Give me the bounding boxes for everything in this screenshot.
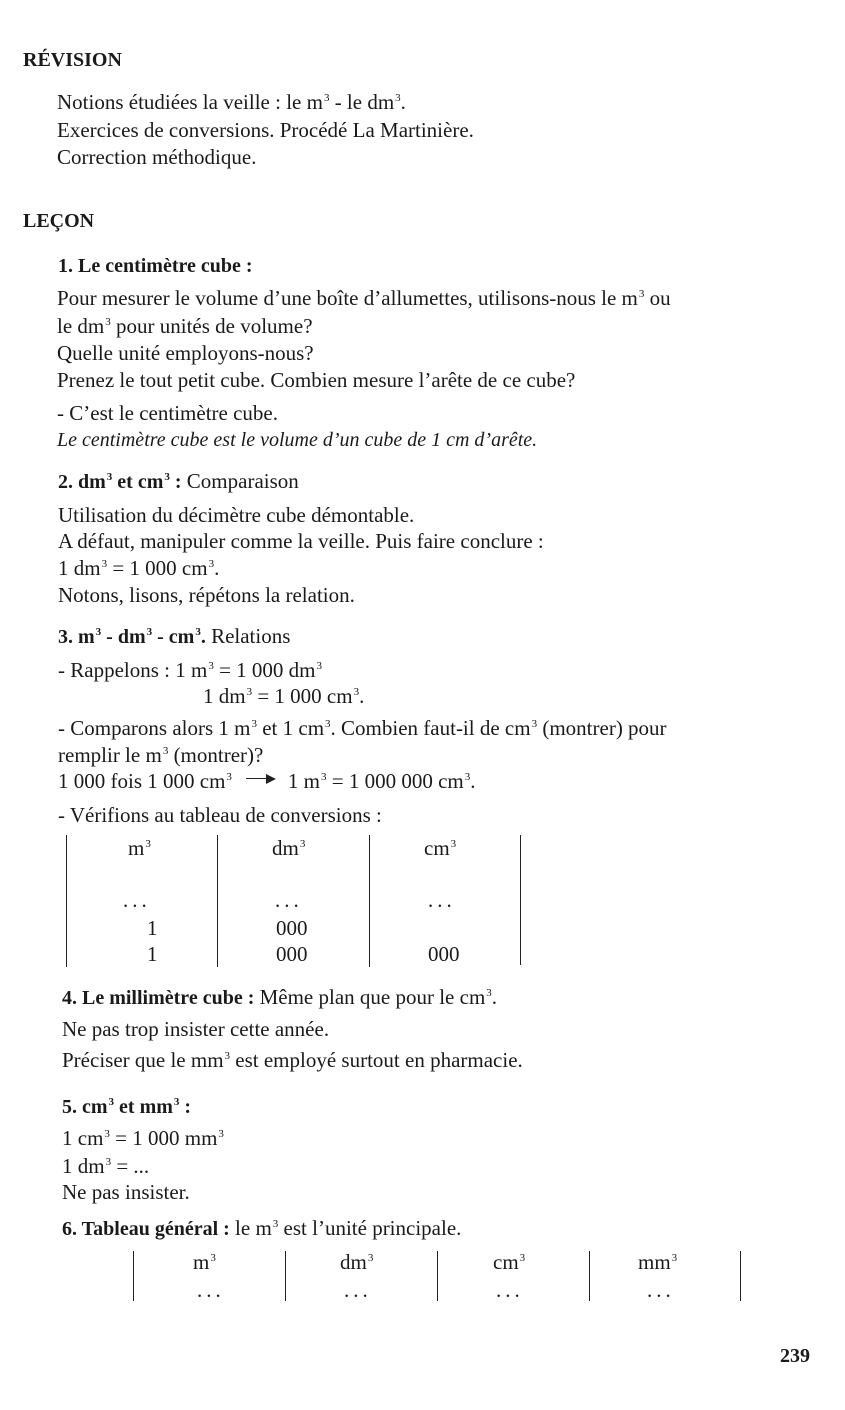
table-cell: ... <box>123 888 151 912</box>
section-3-line-5a: 1 000 fois 1 000 $cm^3$ <box>58 769 232 793</box>
table-cell: ... <box>275 888 303 912</box>
table-cell: ... <box>496 1278 524 1302</box>
section-5-line-2: 1 $dm^3$ = ... <box>62 1154 150 1178</box>
section-2-title-row <box>58 471 299 492</box>
section-1-line-5: - C’est le centimètre cube. <box>57 401 278 425</box>
table-divider <box>369 835 370 967</box>
section-3-line-2: 1 $dm^3 = 1$ 000 $cm^3$. <box>203 684 365 708</box>
section-1-line-4: Prenez le tout petit cube. Combien mesure l’arête de ce cube? <box>57 368 576 392</box>
table-divider <box>520 835 521 965</box>
table-cell: 000 <box>276 916 308 940</box>
table-divider <box>66 835 67 967</box>
section-4-line-1: Ne pas trop insister cette année. <box>62 1017 330 1041</box>
page-number: 239 <box>780 1345 810 1367</box>
section-2-line-4: Notons, lisons, répétons la relation. <box>58 583 355 607</box>
table-cell: ... <box>428 888 456 912</box>
section-6-title: 6. Tableau général : <box>62 1218 230 1240</box>
section-4-title: 4. Le millimètre cube : <box>62 987 255 1009</box>
section-5-line-1: 1 $cm^3 = 1$ 000 $mm^3$ <box>62 1126 224 1150</box>
table-divider <box>217 835 218 967</box>
section-1-line-3: Quelle unité employons-nous? <box>57 341 314 365</box>
lecon-heading: LEÇON <box>23 210 95 232</box>
section-6-title-rest: le $m^3$ est l’unité principale. <box>235 1216 462 1240</box>
section-2-line-1: Utilisation du décimètre cube démontable. <box>58 503 415 527</box>
table-header: $mm^3$ <box>638 1250 678 1274</box>
revision-line-3: Correction méthodique. <box>57 145 257 169</box>
section-4-title-row <box>62 987 497 1008</box>
section-1-title: 1. Le centimètre cube : <box>58 255 253 277</box>
section-3-title-row <box>58 626 290 647</box>
section-3-title-rest: Relations <box>211 624 291 648</box>
table-divider <box>437 1251 438 1301</box>
table-divider <box>285 1251 286 1301</box>
section-5-line-3: Ne pas insister. <box>62 1180 190 1204</box>
table-cell: ... <box>197 1278 225 1302</box>
section-2-title-rest: Comparaison <box>186 469 299 493</box>
table-header: $dm^3$ <box>272 836 306 860</box>
section-3-line-5b: 1 $m^3 = 1$ 000 000 $cm^3$. <box>287 769 476 793</box>
section-4-line-2: Préciser que le $mm^3$ est employé surtout en pharmacie. <box>62 1048 523 1072</box>
section-5-title: 5. $cm^3$ et $mm^3$ : <box>62 1096 192 1118</box>
section-2-title: 2. $dm^3$ et $cm^3$ : <box>58 471 182 493</box>
table-cell: ... <box>647 1278 675 1302</box>
table-cell: 1 <box>147 916 158 940</box>
section-1-line-1: Pour mesurer le volume d’une boîte d’allumettes, utilisons-nous le $m^3$ ou <box>57 286 671 310</box>
section-4-title-rest: Même plan que pour le $cm^3$. <box>259 985 498 1009</box>
table-cell: 1 <box>147 942 158 966</box>
table-divider <box>740 1251 741 1301</box>
table-header: $m^3$ <box>193 1250 216 1274</box>
table-header: $cm^3$ <box>493 1250 526 1274</box>
section-1-line-2: le $dm^3$ pour unités de volume? <box>57 314 313 338</box>
arrow-right-icon <box>246 774 276 784</box>
section-3-title: 3. $m^3 - dm^3 - cm^3$. <box>58 626 206 648</box>
section-3-line-1: - Rappelons : 1 $m^3 = 1$ 000 $dm^3$ <box>58 658 323 682</box>
revision-line-1: Notions étudiées la veille : le $m^3$ - le $dm^3$. <box>57 90 406 114</box>
table-cell: 000 <box>276 942 308 966</box>
table-header: $m^3$ <box>128 836 151 860</box>
section-6-title-row <box>62 1218 461 1239</box>
revision-line-2: Exercices de conversions. Procédé La Martinière. <box>57 118 474 142</box>
revision-heading: RÉVISION <box>23 49 122 71</box>
section-3-line-4: remplir le $m^3$ (montrer)? <box>58 743 264 767</box>
table-cell: 000 <box>428 942 460 966</box>
table-divider <box>589 1251 590 1301</box>
section-3-line-5 <box>58 771 476 792</box>
section-2-line-3: 1 $dm^3 = 1$ 000 $cm^3$. <box>58 556 220 580</box>
table-header: $dm^3$ <box>340 1250 374 1274</box>
section-1-definition: Le centimètre cube est le volume d’un cube de 1 cm d’arête. <box>57 429 538 451</box>
table-cell: ... <box>344 1278 372 1302</box>
section-3-line-3: - Comparons alors 1 $m^3$ et 1 $cm^3$. Combien faut-il de $cm^3$ (montrer) pour <box>58 716 667 740</box>
section-3-line-6: - Vérifions au tableau de conversions : <box>58 803 382 827</box>
section-2-line-2: A défaut, manipuler comme la veille. Puis faire conclure : <box>58 529 544 553</box>
table-header: $cm^3$ <box>424 836 457 860</box>
table-divider <box>133 1251 134 1301</box>
